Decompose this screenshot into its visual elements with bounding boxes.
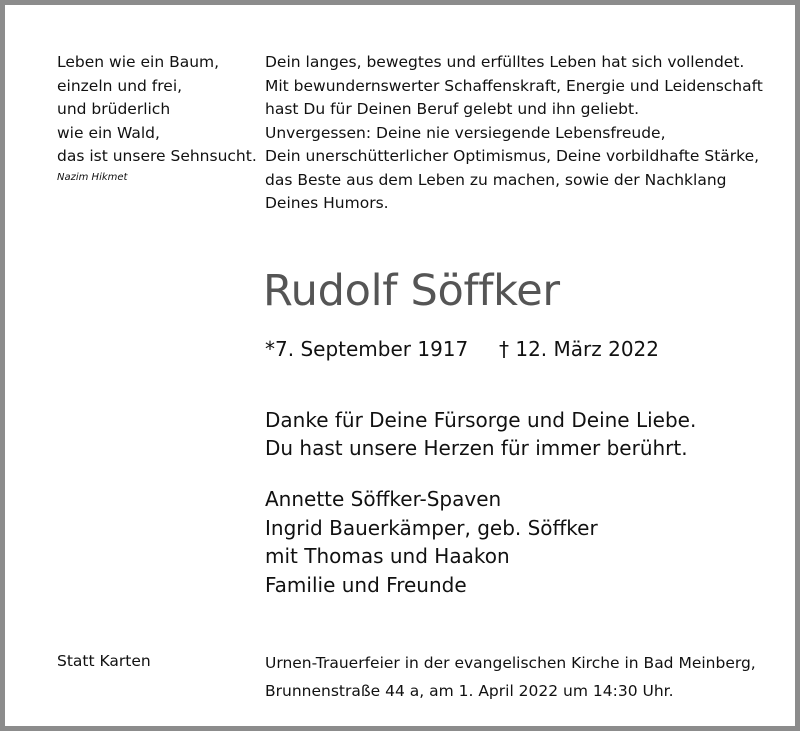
deceased-name: Rudolf Söffker <box>263 266 560 316</box>
mourner-line: mit Thomas und Haakon <box>265 544 510 568</box>
tribute-text <box>265 51 785 216</box>
poem-quote <box>57 51 257 183</box>
mourner-line: Annette Söffker-Spaven <box>265 487 502 511</box>
poem-line: wie ein Wald, <box>57 123 160 142</box>
mourner-line: Familie und Freunde <box>265 572 467 597</box>
mourners-list <box>265 485 598 599</box>
birth-date: *7. September 1917 <box>265 337 469 361</box>
poem-line: Leben wie ein Baum, <box>57 53 220 71</box>
thanks-text <box>265 406 696 462</box>
poem-author: Nazim Hikmet <box>57 171 128 183</box>
statt-karten-label: Statt Karten <box>57 652 151 670</box>
funeral-service-info <box>265 649 756 705</box>
tribute-line: Dein unerschütterlicher Optimismus, Deine vorbildhafte Stärke, <box>265 147 760 165</box>
tribute-line: das Beste aus dem Leben zu machen, sowie der Nachklang <box>265 170 727 189</box>
poem-line: und brüderlich <box>57 100 171 118</box>
tribute-line: hast Du für Deinen Beruf gelebt und ihn geliebt. <box>265 100 640 118</box>
death-date: † 12. März 2022 <box>499 337 660 361</box>
thanks-line: Du hast unsere Herzen für immer berührt. <box>265 436 688 460</box>
tribute-line: Deines Humors. <box>265 194 389 212</box>
mourner-line: Ingrid Bauerkämper, geb. Söffker <box>265 515 598 540</box>
service-line: Urnen-Trauerfeier in der evangelischen Kirche in Bad Meinberg, <box>265 654 756 672</box>
service-line: Brunnenstraße 44 a, am 1. April 2022 um 14:30 Uhr. <box>265 682 674 700</box>
poem-line: einzeln und frei, <box>57 76 183 95</box>
thanks-line: Danke für Deine Fürsorge und Deine Liebe. <box>265 408 697 432</box>
poem-line: das ist unsere Sehnsucht. <box>57 147 257 165</box>
tribute-line: Dein langes, bewegtes und erfülltes Leben hat sich vollendet. <box>265 53 745 71</box>
tribute-line: Unvergessen: Deine nie versiegende Lebensfreude, <box>265 123 666 142</box>
tribute-line: Mit bewundernswerter Schaffenskraft, Energie und Leidenschaft <box>265 76 763 95</box>
